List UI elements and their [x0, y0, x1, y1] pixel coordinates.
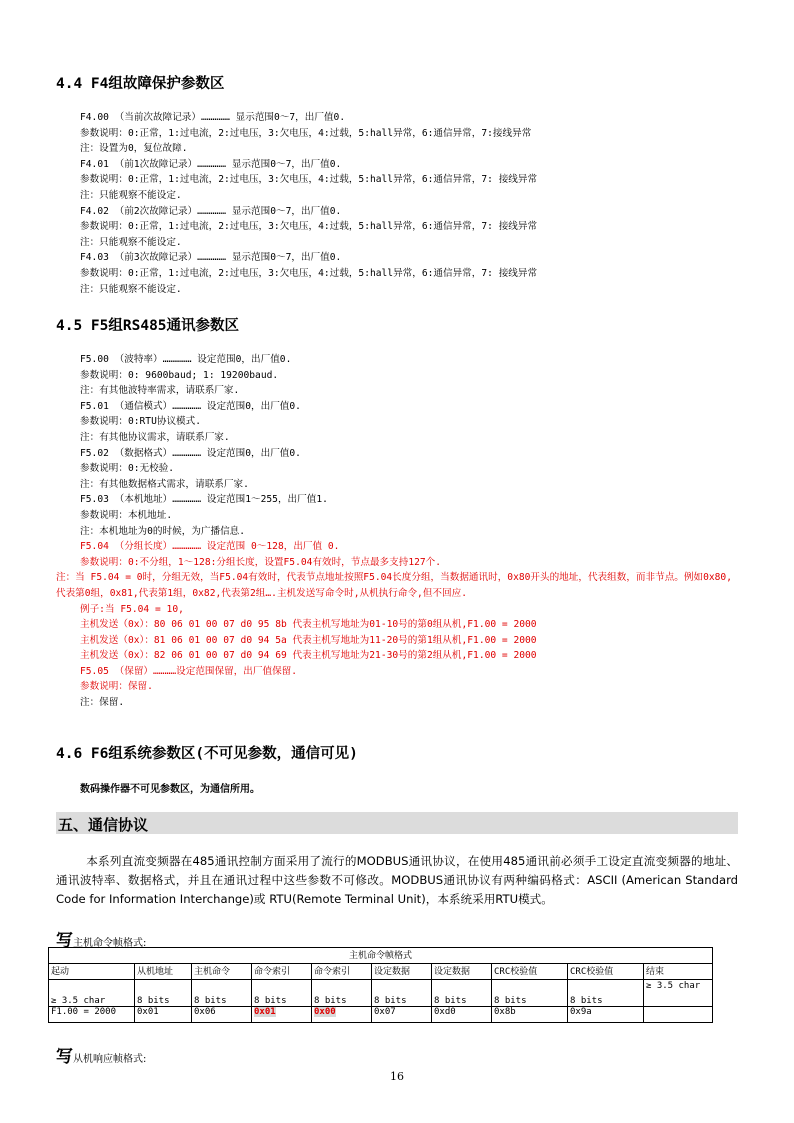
protocol-paragraph — [56, 852, 738, 909]
table-cell: 0x8b — [492, 1007, 568, 1023]
f5-line: F5.03 （本机地址）…………… 设定范围1～255，出厂值1. — [80, 494, 328, 506]
table-row — [49, 1007, 713, 1023]
f4-line: F4.03 （前3次故障记录）…………… 显示范围0～7，出厂值0. — [80, 252, 342, 264]
section-title-band — [56, 812, 738, 834]
f4-line: 参数说明：0:正常，1:过电流，2:过电压，3:欠电压，4:过载，5:hall异常，6:通信异常，7: 接线异常 — [80, 174, 538, 186]
section-heading-f4: 4.4 F4组故障保护参数区 — [56, 76, 225, 92]
table-header-cell: 设定数据 — [372, 964, 432, 980]
f5-line: 注：有其他协议需求，请联系厂家. — [80, 431, 230, 443]
table-cell: 0x07 — [372, 1007, 432, 1023]
caption-glyph: 写 — [56, 931, 73, 951]
f4-line: 注：只能观察不能设定. — [80, 283, 182, 295]
f4-line: 参数说明：0:正常，1:过电流，2:过电压，3:欠电压，4:过载，5:hall异常，6:通信异常，7:接线异常 — [80, 127, 532, 139]
f4-line: F4.01 （前1次故障记录）…………… 显示范围0～7，出厂值0. — [80, 158, 342, 170]
table-header-cell: 设定数据 — [432, 964, 492, 980]
table-title-row — [49, 948, 713, 964]
table-cell-highlighted — [252, 1007, 312, 1023]
table-cell: 0x01 — [135, 1007, 192, 1023]
f5-line: F5.02 （数据格式）…………… 设定范围0，出厂值0. — [80, 447, 301, 459]
f5-04-line: 参数说明：0:不分组，1～128:分组长度，设置F5.04有效时，节点最多支持127个. — [80, 556, 442, 568]
slave-frame-caption — [56, 1042, 146, 1067]
f5-example-line: 主机发送（0x）：82 06 01 00 07 d0 94 69 代表主机写地址为21-30号的第2组从机,F1.00 = 2000 — [80, 650, 537, 662]
f4-line: F4.00 （当前次故障记录）…………… 显示范围0～7，出厂值0. — [80, 112, 346, 123]
table-cell: 0xd0 — [432, 1007, 492, 1023]
f6-note: 数码操作器不可见参数区，为通信所用。 — [80, 784, 260, 795]
table-cell: 8 bits — [312, 980, 372, 1007]
f5-parameter-list — [56, 352, 740, 711]
f5-example-line: 例子:当 F5.04 = 10, — [80, 603, 184, 615]
table-cell: ≥ 3.5 char — [49, 980, 135, 1007]
f5-line: 参数说明：0:RTU协议模式. — [80, 416, 201, 428]
f5-line: 注：本机地址为0的时候，为广播信息. — [80, 525, 246, 537]
f5-line: 参数说明：0: 9600baud; 1: 19200baud. — [80, 369, 279, 381]
f4-parameter-list — [80, 110, 740, 297]
table-cell: 8 bits — [192, 980, 252, 1007]
f5-line: 注：有其他波特率需求，请联系厂家. — [80, 385, 240, 397]
highlighted-value: 0x00 — [314, 1007, 336, 1017]
f5-example-line: 主机发送（0x）：81 06 01 00 07 d0 94 5a 代表主机写地址为11-20号的第1组从机,F1.00 = 2000 — [80, 634, 537, 646]
table-header-cell: CRC校验值 — [568, 964, 644, 980]
table-cell: 8 bits — [568, 980, 644, 1007]
f5-line: 参数说明：0:无校验. — [80, 463, 175, 475]
f5-example-line: 主机发送（0x）：80 06 01 00 07 d0 95 8b 代表主机写地址为01-10号的第0组从机,F1.00 = 2000 — [80, 619, 537, 631]
f5-05-line: F5.05 （保留）…………设定范围保留，出厂值保留. — [80, 665, 298, 677]
table-header-row — [49, 964, 713, 980]
highlighted-value: 0x01 — [254, 1007, 276, 1017]
f5-line: F5.00 （波特率）…………… 设定范围0，出厂值0. — [80, 354, 292, 365]
section-heading-f5: 4.5 F5组RS485通讯参数区 — [56, 318, 240, 334]
section-title: 五、通信协议 — [58, 816, 149, 834]
table-cell: 8 bits — [252, 980, 312, 1007]
table-header-cell: 从机地址 — [135, 964, 192, 980]
table-header-cell: 主机命令 — [192, 964, 252, 980]
master-frame-table — [48, 947, 713, 1023]
f4-line: 参数说明：0:正常，1:过电流，2:过电压，3:欠电压，4:过载，5:hall异常，6:通信异常，7: 接线异常 — [80, 267, 538, 279]
protocol-paragraph-text: 本系列直流变频器在485通讯控制方面采用了流行的MODBUS通讯协议，在使用485通讯前必须手工设定直流变频器的地址、通讯波特率、数据格式，并且在通讯过程中这些参数不可修改。MODBUS通讯协议有两种编码格式：ASCII (American Standard Code for Information Interchange)或 RTU(Remote Terminal Unit)，本系统采用RTU模式。 — [56, 854, 738, 906]
f5-04-note: 注：当 F5.04 = 0时，分组无效，当F5.04有效时，代表节点地址按照F5.04长度分组，当数据通讯时，0x80开头的地址，代表组数，而非节点。例如0x80,代表第0组，0x81,代表第1组，0x82,代表第2组….主机发送写命令时,从机执行命令,但不回应. — [56, 572, 732, 599]
table-cell: ≥ 3.5 char — [644, 980, 713, 1007]
table-cell: F1.00 = 2000 — [49, 1007, 135, 1023]
f4-line: 注：设置为0，复位故障. — [80, 143, 188, 155]
f4-line: 注：只能观察不能设定. — [80, 236, 182, 248]
f4-line: F4.02 （前2次故障记录）…………… 显示范围0～7，出厂值0. — [80, 205, 342, 217]
table-title: 主机命令帧格式 — [49, 948, 713, 964]
caption-glyph: 写 — [56, 1047, 73, 1067]
caption-text: 主机命令帧格式: — [73, 938, 147, 949]
table-cell — [644, 1007, 713, 1023]
f5-line: 注：有其他数据格式需求，请联系厂家. — [80, 478, 249, 490]
table-header-cell: 命令索引 — [312, 964, 372, 980]
f4-line: 参数说明：0:正常，1:过电流，2:过电压，3:欠电压，4:过载，5:hall异常，6:通信异常，7: 接线异常 — [80, 221, 538, 233]
f5-line: F5.01 （通信模式）…………… 设定范围0，出厂值0. — [80, 400, 301, 412]
table-cell: 8 bits — [492, 980, 568, 1007]
f5-line: 参数说明：本机地址. — [80, 509, 173, 521]
section-heading-f6: 4.6 F6组系统参数区(不可见参数，通信可见) — [56, 746, 358, 762]
table-header-cell: 结束 — [644, 964, 713, 980]
f5-04-line: F5.04 （分组长度）…………… 设定范围 0～128，出厂值 0. — [80, 541, 340, 553]
table-header-cell: 起动 — [49, 964, 135, 980]
table-cell: 8 bits — [372, 980, 432, 1007]
page-number: 16 — [390, 1070, 404, 1083]
table-cell: 0x9a — [568, 1007, 644, 1023]
table-cell-highlighted — [312, 1007, 372, 1023]
f5-05-note: 注：保留. — [80, 697, 125, 709]
f5-05-line: 参数说明：保留. — [80, 681, 153, 693]
table-cell: 0x06 — [192, 1007, 252, 1023]
f4-line: 注：只能观察不能设定. — [80, 189, 182, 201]
table-header-cell: CRC校验值 — [492, 964, 568, 980]
table-cell: 8 bits — [135, 980, 192, 1007]
table-row — [49, 980, 713, 1007]
table-cell: 8 bits — [432, 980, 492, 1007]
table-header-cell: 命令索引 — [252, 964, 312, 980]
caption-text: 从机响应帧格式: — [73, 1054, 147, 1065]
